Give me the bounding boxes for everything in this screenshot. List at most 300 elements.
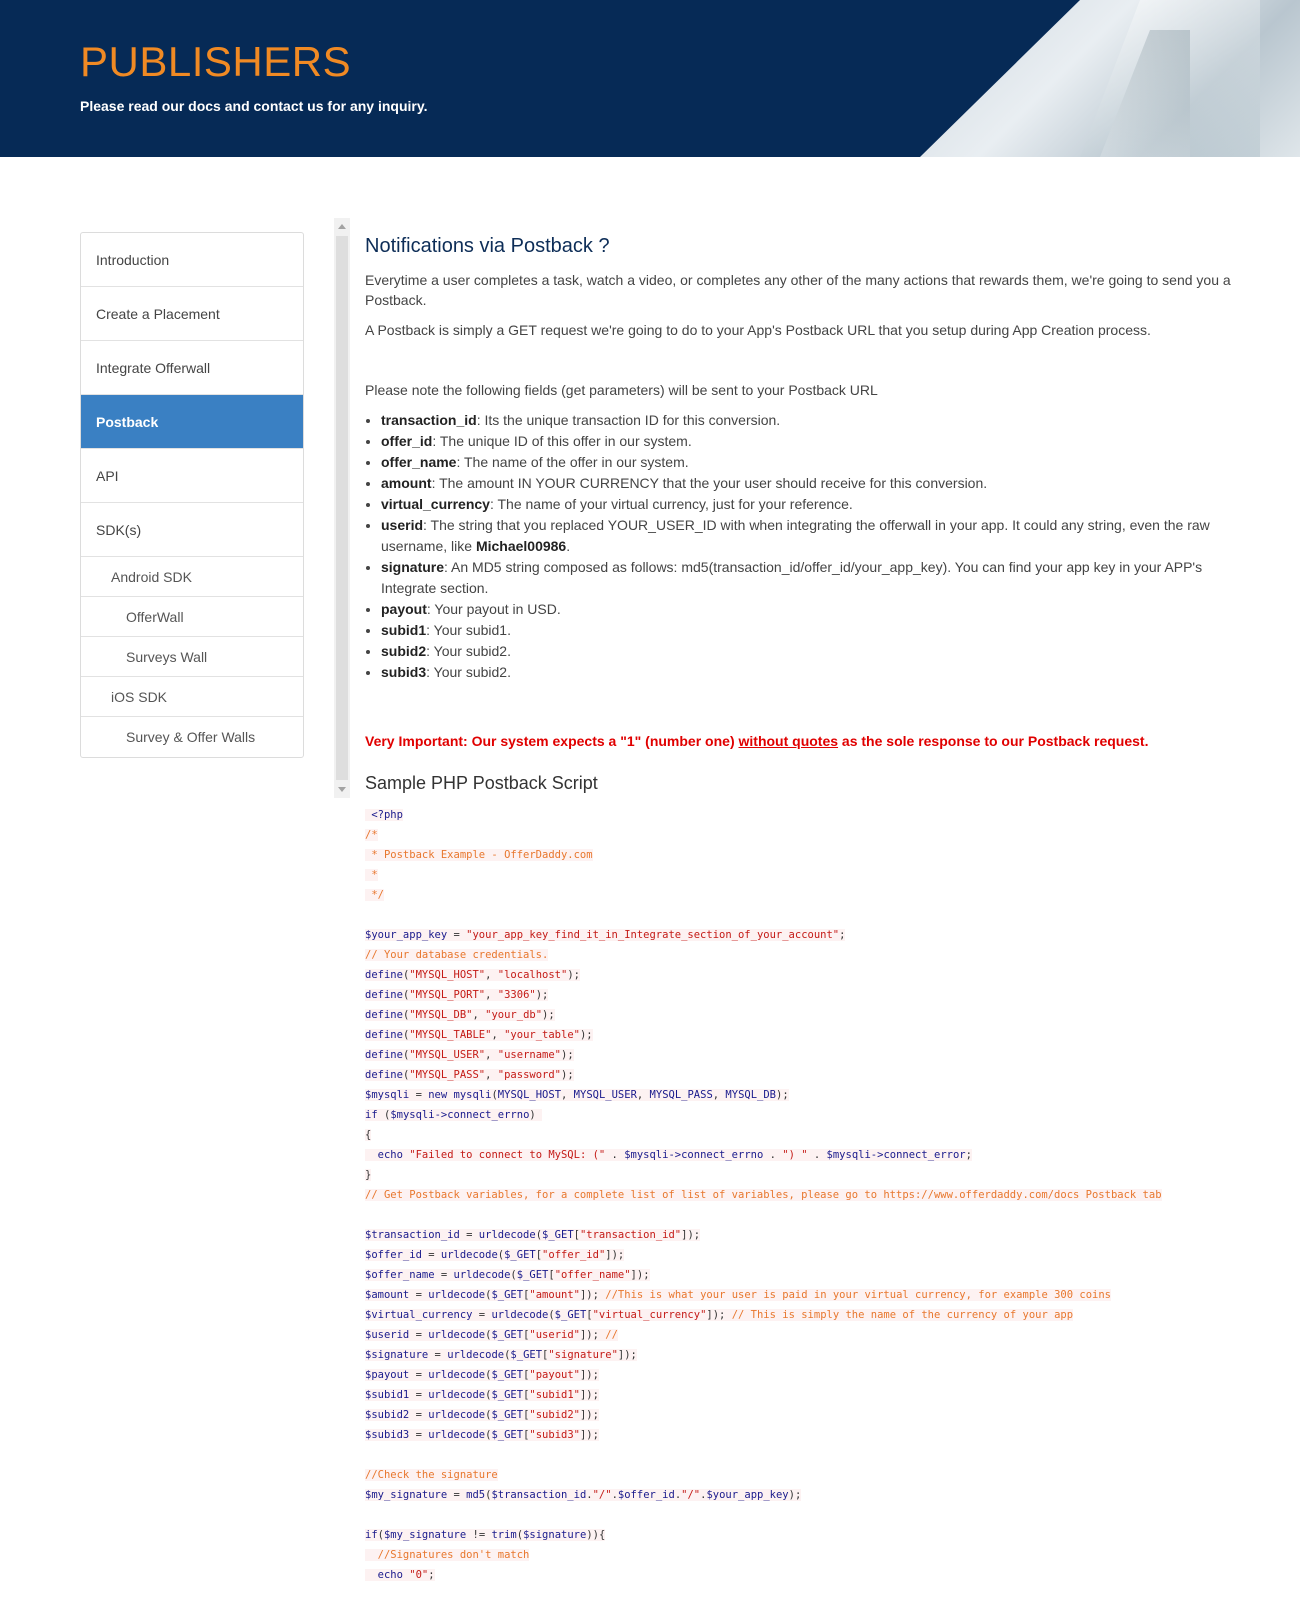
code-token: ]); — [579, 1289, 606, 1301]
code-line — [365, 1025, 1235, 1045]
code-token: , — [712, 1089, 726, 1101]
code-token: $mysqli — [390, 1109, 435, 1121]
code-line — [365, 905, 1235, 925]
field-example: Michael00986 — [475, 538, 567, 554]
code-token: "signature" — [548, 1349, 618, 1361]
code-line — [365, 1185, 1235, 1205]
code-token: "subid2" — [529, 1409, 580, 1421]
code-token: ( — [485, 1409, 492, 1421]
code-token: "MYSQL_TABLE" — [409, 1029, 492, 1041]
code-line — [365, 1445, 1235, 1465]
code-token: $subid1 — [365, 1389, 410, 1401]
docs-sidebar — [80, 232, 304, 758]
sidebar-item-android-offerwall[interactable]: OfferWall — [81, 597, 303, 637]
code-token: ); — [776, 1089, 789, 1101]
code-line — [365, 1225, 1235, 1245]
code-token: ( — [491, 1089, 498, 1101]
code-token: urldecode — [453, 1269, 511, 1281]
intro-paragraph-2: A Postback is simply a GET request we're going to do to your App's Postback URL that you setup during App Creation process. — [365, 322, 1151, 338]
code-token: $my_signature — [383, 1529, 467, 1541]
code-token: ( — [402, 1029, 410, 1041]
code-token: //This is what your user is paid in your virtual currency, for example 300 coins — [605, 1289, 1112, 1301]
code-token: "payout" — [529, 1369, 580, 1381]
postback-field-item — [381, 599, 1235, 620]
code-token: "MYSQL_DB" — [409, 1009, 473, 1021]
code-line — [365, 1125, 1235, 1145]
section-heading: Notifications via Postback ? — [365, 235, 610, 257]
code-token: , — [485, 1069, 498, 1081]
code-token: // Your database credentials. — [365, 949, 549, 961]
sidebar-item-api[interactable]: API — [81, 449, 303, 503]
code-token: ; — [839, 929, 846, 941]
code-token: // Get Postback variables, for a complete list of list of variables, please go to https://www.offerdaddy.com/docs Postback tab — [365, 1189, 1162, 1201]
code-token: "offer_id" — [542, 1249, 606, 1261]
code-line — [365, 925, 1235, 945]
code-token: $_GET — [491, 1289, 524, 1301]
code-token: = — [472, 1309, 492, 1321]
code-token: , — [561, 1089, 574, 1101]
code-token: ( — [485, 1489, 492, 1501]
code-token: "password" — [497, 1069, 561, 1081]
code-token: , — [485, 969, 498, 981]
code-token: $transaction_id — [491, 1489, 587, 1501]
code-token: // — [605, 1329, 618, 1341]
code-token: //Check the signature — [365, 1469, 498, 1481]
code-token: ]); — [706, 1309, 732, 1321]
field-description: : The name of your virtual currency, just for your reference. — [489, 496, 853, 512]
code-token: ( — [402, 969, 410, 981]
code-token: $_GET — [491, 1389, 524, 1401]
code-token: $_GET — [504, 1249, 536, 1261]
code-token: $virtual_currency — [365, 1309, 473, 1321]
code-token: $your_app_key — [706, 1489, 789, 1501]
code-token: ( — [377, 1529, 384, 1541]
code-token: ]); — [617, 1349, 637, 1361]
code-token: "amount" — [529, 1289, 580, 1301]
code-token: $_GET — [542, 1229, 574, 1241]
code-token: "subid1" — [529, 1389, 580, 1401]
code-token: ); — [579, 1029, 593, 1041]
sidebar-item-introduction[interactable]: Introduction — [81, 233, 303, 287]
code-token: "/" — [681, 1489, 701, 1501]
code-token: define — [365, 1009, 403, 1021]
postback-field-item — [381, 431, 1235, 452]
field-description: : Your subid2. — [426, 643, 511, 659]
code-token: "MYSQL_PORT" — [409, 989, 486, 1001]
code-token: ( — [402, 989, 410, 1001]
code-line — [365, 1505, 1235, 1525]
code-line — [365, 1345, 1235, 1365]
code-line — [365, 1265, 1235, 1285]
field-name: userid — [381, 517, 424, 533]
code-token: [ — [523, 1369, 530, 1381]
code-token: echo — [365, 1149, 410, 1161]
postback-field-item — [381, 452, 1235, 473]
code-token: [ — [523, 1389, 530, 1401]
field-description: : The unique ID of this offer in our system. — [432, 433, 692, 449]
sidebar-item-ios-sdk[interactable]: iOS SDK — [81, 677, 303, 717]
code-token: if — [365, 1529, 378, 1541]
code-token: ( — [377, 1109, 391, 1121]
code-token: /* — [365, 829, 378, 841]
code-token: "subid3" — [529, 1429, 580, 1441]
code-token: != — [466, 1529, 492, 1541]
code-token: ->connect_errno — [668, 1149, 764, 1161]
code-token: mysqli — [447, 1089, 492, 1101]
code-token: ( — [516, 1529, 524, 1541]
postback-field-item — [381, 641, 1235, 662]
code-line — [365, 1385, 1235, 1405]
code-token: "0" — [409, 1569, 429, 1581]
code-token: ]); — [579, 1389, 599, 1401]
code-token: $offer_id — [617, 1489, 675, 1501]
code-token: ( — [497, 1249, 505, 1261]
code-token: "virtual_currency" — [592, 1309, 707, 1321]
code-token: define — [365, 969, 403, 981]
field-description: : The name of the offer in our system. — [456, 454, 689, 470]
sidebar-item-create-placement[interactable]: Create a Placement — [81, 287, 303, 341]
scroll-down-arrow-icon[interactable] — [338, 787, 346, 792]
code-token: $mysqli — [826, 1149, 871, 1161]
code-token: [ — [535, 1249, 543, 1261]
code-token: ]); — [579, 1369, 599, 1381]
sidebar-item-android-surveys-wall[interactable]: Surveys Wall — [81, 637, 303, 677]
code-token: $signature — [523, 1529, 587, 1541]
code-token: "MYSQL_PASS" — [409, 1069, 486, 1081]
code-token: $amount — [365, 1289, 410, 1301]
code-token: ); — [542, 1009, 555, 1021]
code-token: ") " — [782, 1149, 808, 1161]
postback-field-item — [381, 494, 1235, 515]
code-line — [365, 1145, 1235, 1165]
code-token: ( — [485, 1329, 492, 1341]
code-token: [ — [573, 1229, 580, 1241]
docs-content — [365, 232, 1235, 1585]
code-token: . — [605, 1149, 625, 1161]
code-token: $mysqli — [624, 1149, 669, 1161]
php-code-block — [365, 805, 1235, 1585]
code-token: urldecode — [478, 1229, 536, 1241]
field-tail: . — [566, 538, 571, 554]
fields-intro: Please note the following fields (get parameters) will be sent to your Postback URL — [365, 382, 878, 398]
code-token: = — [409, 1089, 429, 1101]
code-token: <?php — [365, 809, 403, 821]
code-token: urldecode — [491, 1309, 549, 1321]
code-token: , — [491, 1029, 505, 1041]
code-token: = — [409, 1369, 429, 1381]
code-token: "localhost" — [497, 969, 568, 981]
code-token: ]); — [579, 1429, 599, 1441]
intro-paragraph-1: Everytime a user completes a task, watch a video, or completes any other of the many actions that rewards them, we're going to send you a Postback. — [365, 272, 1231, 308]
scroll-up-arrow-icon[interactable] — [338, 224, 346, 229]
code-line — [365, 1485, 1235, 1505]
content-scrollbar[interactable] — [334, 218, 350, 798]
code-token: "MYSQL_USER" — [409, 1049, 486, 1061]
code-token: . — [763, 1149, 783, 1161]
code-token: ]); — [681, 1229, 701, 1241]
field-description: : An MD5 string composed as follows: md5(transaction_id/offer_id/your_app_key). You can find your app key in your APP's Integrate section. — [381, 559, 1203, 596]
field-name: amount — [381, 475, 432, 491]
code-token: define — [365, 989, 403, 1001]
code-token: ( — [402, 1049, 410, 1061]
code-line — [365, 1205, 1235, 1225]
code-token: ( — [510, 1269, 517, 1281]
code-token: ( — [485, 1429, 492, 1441]
code-token: $payout — [365, 1369, 410, 1381]
code-token: { — [365, 1129, 372, 1141]
code-token: $_GET — [516, 1269, 549, 1281]
code-token: //Signatures don't match — [365, 1549, 530, 1561]
code-token: ); — [535, 989, 549, 1001]
code-token: urldecode — [428, 1289, 486, 1301]
field-description: : The amount IN YOUR CURRENCY that the your user should receive for this conversion. — [431, 475, 988, 491]
code-token: [ — [523, 1429, 530, 1441]
code-token: $subid2 — [365, 1409, 410, 1421]
page-subtitle: Please read our docs and contact us for any inquiry. — [80, 98, 428, 114]
code-token: )){ — [586, 1529, 606, 1541]
code-token: , — [636, 1089, 650, 1101]
postback-field-item — [381, 473, 1235, 494]
code-line — [365, 1565, 1235, 1585]
code-token: ( — [548, 1309, 555, 1321]
code-token: $offer_id — [365, 1249, 422, 1261]
code-token: ( — [485, 1289, 492, 1301]
code-token: ( — [485, 1369, 492, 1381]
code-line — [365, 1085, 1235, 1105]
code-line — [365, 1325, 1235, 1345]
field-name: signature — [381, 559, 445, 575]
code-token: $_GET — [491, 1369, 524, 1381]
code-token: = — [409, 1289, 429, 1301]
code-token: urldecode — [428, 1409, 486, 1421]
code-token: ); — [561, 1049, 574, 1061]
code-token: = — [409, 1329, 429, 1341]
sample-script-heading: Sample PHP Postback Script — [365, 773, 598, 793]
code-token: */ — [365, 889, 384, 901]
important-notice-emphasis: without quotes — [738, 733, 839, 749]
code-token: , — [472, 1009, 486, 1021]
postback-fields-list — [365, 410, 1235, 683]
code-line — [365, 1005, 1235, 1025]
code-token: MYSQL_DB — [725, 1089, 776, 1101]
code-token: [ — [542, 1349, 549, 1361]
code-line — [365, 845, 1235, 865]
code-token: = — [421, 1249, 441, 1261]
code-line — [365, 1365, 1235, 1385]
code-token: } — [365, 1169, 372, 1181]
code-token: . — [611, 1489, 618, 1501]
code-line — [365, 1245, 1235, 1265]
field-name: subid2 — [381, 643, 427, 659]
code-token: ->connect_errno — [434, 1109, 530, 1121]
code-token: = — [409, 1389, 429, 1401]
page-title: PUBLISHERS — [80, 38, 352, 85]
code-token: define — [365, 1069, 403, 1081]
code-token: urldecode — [428, 1329, 486, 1341]
code-token: define — [365, 1029, 403, 1041]
code-token: ]); — [579, 1329, 606, 1341]
field-name: transaction_id — [381, 412, 477, 428]
code-token: urldecode — [428, 1389, 486, 1401]
code-token: $_GET — [554, 1309, 587, 1321]
code-token: ) — [529, 1109, 543, 1121]
sidebar-item-integrate-offerwall[interactable]: Integrate Offerwall — [81, 341, 303, 395]
code-token: ( — [535, 1229, 543, 1241]
code-token: $offer_name — [365, 1269, 435, 1281]
code-token: $subid3 — [365, 1429, 410, 1441]
code-line — [365, 985, 1235, 1005]
code-token: new — [428, 1089, 448, 1101]
code-token: $my_signature — [365, 1489, 448, 1501]
code-token: "your_table" — [504, 1029, 580, 1041]
code-token: "3306" — [497, 989, 536, 1001]
code-token: ); — [567, 969, 580, 981]
code-token: $your_app_key — [365, 929, 448, 941]
code-line — [365, 865, 1235, 885]
code-token: = — [434, 1269, 454, 1281]
code-token: ( — [504, 1349, 511, 1361]
code-line — [365, 1465, 1235, 1485]
code-token: ]); — [630, 1269, 650, 1281]
code-line — [365, 885, 1235, 905]
field-name: offer_id — [381, 433, 433, 449]
field-name: virtual_currency — [381, 496, 490, 512]
field-description: : Your payout in USD. — [426, 601, 561, 617]
code-token: "/" — [592, 1489, 612, 1501]
code-token: "your_db" — [485, 1009, 543, 1021]
code-token: = — [428, 1349, 448, 1361]
field-description: : Your subid1. — [426, 622, 511, 638]
header-banner — [0, 0, 1300, 157]
code-line — [365, 805, 1235, 825]
code-token: = — [409, 1429, 429, 1441]
code-token: $transaction_id — [365, 1229, 460, 1241]
code-token: urldecode — [428, 1369, 486, 1381]
code-token: [ — [523, 1329, 530, 1341]
sidebar-item-postback[interactable]: Postback — [81, 395, 303, 449]
code-token: * — [365, 869, 378, 881]
code-token: , — [485, 1049, 498, 1061]
code-token: ]); — [605, 1249, 625, 1261]
code-token: $_GET — [491, 1409, 524, 1421]
code-token: ( — [402, 1009, 410, 1021]
code-token: "Failed to connect to MySQL: (" — [409, 1149, 606, 1161]
code-line — [365, 1545, 1235, 1565]
code-token: urldecode — [428, 1429, 486, 1441]
code-line — [365, 1425, 1235, 1445]
code-token: $signature — [365, 1349, 429, 1361]
code-token: = — [447, 929, 467, 941]
field-description: : Your subid2. — [426, 664, 511, 680]
code-token: trim — [491, 1529, 517, 1541]
code-token: // This is simply the name of the currency of your app — [731, 1309, 1074, 1321]
code-token: ( — [402, 1069, 410, 1081]
code-line — [365, 1165, 1235, 1185]
code-token: [ — [586, 1309, 593, 1321]
important-notice-post: as the sole response to our Postback request. — [838, 733, 1149, 749]
code-token: "transaction_id" — [579, 1229, 682, 1241]
code-line — [365, 1105, 1235, 1125]
important-notice-pre: Very Important: Our system expects a "1" (number one) — [365, 733, 739, 749]
code-token: "offer_name" — [554, 1269, 631, 1281]
code-line — [365, 1305, 1235, 1325]
code-line — [365, 965, 1235, 985]
code-token: . — [586, 1489, 593, 1501]
field-name: offer_name — [381, 454, 457, 470]
code-token: MYSQL_USER — [573, 1089, 637, 1101]
field-description: : Its the unique transaction ID for this conversion. — [476, 412, 781, 428]
postback-field-item — [381, 620, 1235, 641]
code-token: $_GET — [491, 1429, 524, 1441]
code-token: = — [409, 1409, 429, 1421]
code-token: ); — [561, 1069, 574, 1081]
code-line — [365, 1065, 1235, 1085]
code-token: $_GET — [510, 1349, 543, 1361]
code-line — [365, 825, 1235, 845]
code-line — [365, 945, 1235, 965]
code-token: if — [365, 1109, 378, 1121]
code-token: = — [459, 1229, 479, 1241]
code-token: MYSQL_PASS — [649, 1089, 713, 1101]
code-token: ->connect_error — [870, 1149, 966, 1161]
code-token: $_GET — [491, 1329, 524, 1341]
code-token: [ — [523, 1289, 530, 1301]
code-token: [ — [548, 1269, 555, 1281]
code-line — [365, 1285, 1235, 1305]
postback-field-item — [381, 662, 1235, 683]
code-token: $userid — [365, 1329, 410, 1341]
code-line — [365, 1045, 1235, 1065]
field-description: : The string that you replaced YOUR_USER_ID with when integrating the offerwall in your app. It could any string, even the raw username, like — [381, 517, 1210, 554]
code-token: urldecode — [440, 1249, 498, 1261]
code-line — [365, 1405, 1235, 1425]
code-token: $mysqli — [365, 1089, 410, 1101]
banner-decorative-image — [920, 0, 1300, 157]
postback-field-item — [381, 557, 1235, 599]
code-token: ; — [965, 1149, 972, 1161]
code-token: urldecode — [447, 1349, 505, 1361]
important-notice — [365, 731, 1235, 751]
sidebar-item-sdks[interactable]: SDK(s) — [81, 503, 303, 557]
code-token: "your_app_key_find_it_in_Integrate_section_of_your_account" — [466, 929, 840, 941]
code-token: "userid" — [529, 1329, 580, 1341]
code-token: "MYSQL_HOST" — [409, 969, 486, 981]
code-line — [365, 1525, 1235, 1545]
code-token: ( — [485, 1389, 492, 1401]
code-token: ; — [428, 1569, 435, 1581]
code-token: MYSQL_HOST — [497, 1089, 562, 1101]
code-token: ]); — [579, 1409, 599, 1421]
field-name: payout — [381, 601, 427, 617]
code-token: = — [447, 1489, 467, 1501]
code-token: echo — [365, 1569, 410, 1581]
code-token: . — [700, 1489, 707, 1501]
code-token: md5 — [466, 1489, 486, 1501]
code-token: ); — [788, 1489, 802, 1501]
code-token: [ — [523, 1409, 530, 1421]
code-token: . — [807, 1149, 827, 1161]
scrollbar-thumb[interactable] — [336, 236, 348, 780]
field-name: subid3 — [381, 664, 427, 680]
code-token: "username" — [497, 1049, 561, 1061]
field-name: subid1 — [381, 622, 427, 638]
sidebar-item-ios-survey-offer-walls[interactable]: Survey & Offer Walls — [126, 729, 256, 745]
postback-field-item — [381, 515, 1235, 557]
code-token: , — [485, 989, 498, 1001]
code-token: * Postback Example - OfferDaddy.com — [365, 849, 593, 861]
code-token: define — [365, 1049, 403, 1061]
sidebar-item-android-sdk[interactable]: Android SDK — [81, 557, 303, 597]
